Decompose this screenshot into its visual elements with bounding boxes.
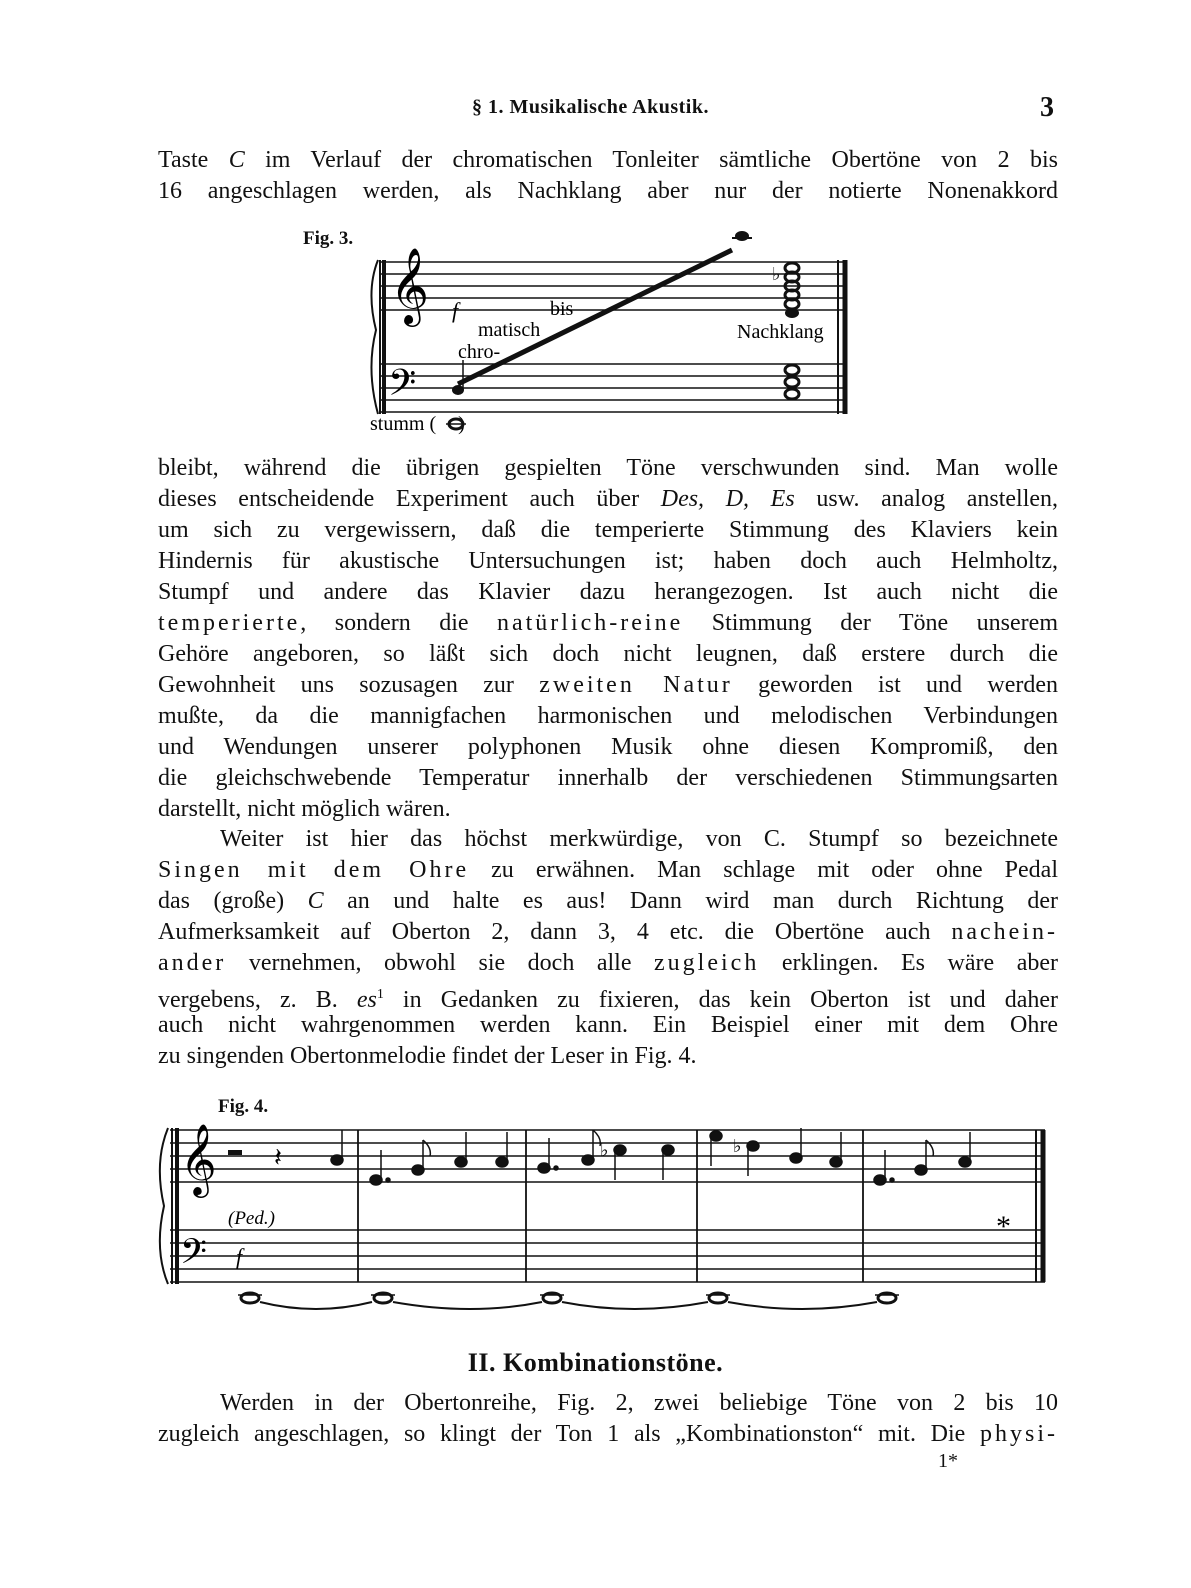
- fig3-nachklang: Nachklang: [737, 321, 824, 343]
- quarter-rest-icon: 𝄽: [274, 1143, 282, 1172]
- fig3-bass-staff: [380, 364, 845, 412]
- text-line: vergebens, z. B. $es^1$ in Gedanken zu fixieren, das kein Oberton ist und daher: [158, 987, 1059, 1013]
- text-line: Aufmerksamkeit auf Oberton 2, dann 3, 4 etc. die Obertöne auch nachein-: [158, 919, 1058, 945]
- text-line: Taste C im Verlauf der chromatischen Tonleiter sämtliche Obertöne von 2 bis: [158, 147, 1058, 173]
- text-line: Gehöre angeboren, so läßt sich doch nicht leugnen, daß erstere durch die: [158, 641, 1058, 667]
- text-line: die gleichschwebende Temperatur innerhalb der verschiedenen Stimmungsarten: [158, 765, 1058, 791]
- treble-clef-icon: 𝄞: [180, 1126, 217, 1194]
- text-line: 16 angeschlagen werden, als Nachklang aber nur der notierte Nonenakkord: [158, 178, 1058, 204]
- treble-clef-icon: 𝄞: [390, 250, 430, 323]
- paragraph-1: [158, 145, 1058, 207]
- text-line: Singen mit dem Ohre zu erwähnen. Man schlage mit oder ohne Pedal: [158, 857, 1058, 883]
- fig4-notation: [150, 1112, 1060, 1320]
- fig3-stumm: stumm ( ): [370, 413, 465, 435]
- half-rest-icon: [228, 1150, 242, 1155]
- fig4-label: Fig. 4.: [218, 1096, 269, 1117]
- fig4-brace: [160, 1128, 168, 1284]
- running-title: § 1. Musikalische Akustik.: [472, 96, 709, 118]
- fig3-label: Fig. 3.: [303, 228, 354, 249]
- fig3-bass-chord: [785, 365, 799, 399]
- fig3-brace: [371, 260, 378, 414]
- text-line: auch nicht wahrgenommen werden kann. Ein Beispiel einer mit dem Ohre: [158, 1012, 1058, 1038]
- pedal-release-icon: *: [996, 1210, 1011, 1243]
- fig3-start-note: [452, 385, 464, 395]
- section-heading: II. Kombinationstöne.: [467, 1348, 724, 1377]
- bass-clef-icon: 𝄢: [388, 363, 417, 412]
- text-line: Werden in der Obertonreihe, Fig. 2, zwei beliebige Töne von 2 bis 10: [220, 1390, 1058, 1416]
- fig4-barlines: [358, 1130, 863, 1282]
- text-line: das (große) C an und halte es aus! Dann wird man durch Richtung der: [158, 888, 1058, 914]
- fig4-dynamic: f: [236, 1244, 243, 1269]
- fig3-notation: [360, 220, 860, 440]
- text-line: Stumpf und andere das Klavier dazu herangezogen. Ist auch nicht die: [158, 579, 1058, 605]
- fig4-bass-staff: [170, 1230, 1045, 1282]
- fig3-dynamic: f: [452, 298, 459, 323]
- text-line: mußte, da die mannigfachen harmonischen und melodischen Verbindungen: [158, 703, 1058, 729]
- text-line: zu singenden Obertonmelodie findet der Leser in Fig. 4.: [158, 1043, 697, 1069]
- text-line: Gewohnheit uns sozusagen zur zweiten Natur geworden ist und werden: [158, 672, 1058, 698]
- text-line: dieses entscheidende Experiment auch über Des, D, Es usw. analog anstellen,: [158, 486, 1059, 512]
- svg-text:♭: ♭: [772, 264, 781, 284]
- paragraph-3: [158, 824, 1058, 1072]
- signature-mark: 1*: [938, 1450, 958, 1472]
- flat-icon: ♭: [733, 1136, 742, 1156]
- page-number: 3: [1040, 92, 1054, 123]
- text-line: um sich zu vergewissern, daß die temperierte Stimmung des Klaviers kein: [158, 517, 1058, 543]
- text-line: Hindernis für akustische Untersuchungen ist; haben doch auch Helmholtz,: [158, 548, 1058, 574]
- text-line: darstellt, nicht möglich wären.: [158, 796, 451, 822]
- fig4-pedal: (Ped.): [228, 1208, 275, 1229]
- text-line: und Wendungen unserer polyphonen Musik ohne diesen Kompromiß, den: [158, 734, 1058, 760]
- text-line: Weiter ist hier das höchst merkwürdige, von C. Stumpf so bezeichnete: [220, 826, 1058, 852]
- flat-icon: ♭: [600, 1140, 609, 1160]
- fig3-word-bis: bis: [550, 298, 574, 320]
- text-line: bleibt, während die übrigen gespielten Töne verschwunden sind. Man wolle: [158, 455, 1058, 481]
- bass-clef-icon: 𝄢: [180, 1234, 208, 1280]
- fig3-word-matisch: matisch: [478, 319, 541, 341]
- paragraph-4: [158, 1388, 1058, 1450]
- text-line: zugleich angeschlagen, so klingt der Ton 1 als „Kombinationston“ mit. Die physi-: [158, 1421, 1058, 1447]
- fig3-top-note: [735, 231, 749, 241]
- text-line: ander vernehmen, obwohl sie doch alle zugleich erklingen. Es wäre aber: [158, 950, 1058, 976]
- fig4-sustained-notes: [238, 1293, 899, 1309]
- fig3-word-chro: chro-: [458, 341, 501, 363]
- running-header: [0, 92, 1191, 132]
- paragraph-2: [158, 453, 1058, 825]
- text-line: temperierte, sondern die natürlich-reine Stimmung der Töne unserem: [158, 610, 1058, 636]
